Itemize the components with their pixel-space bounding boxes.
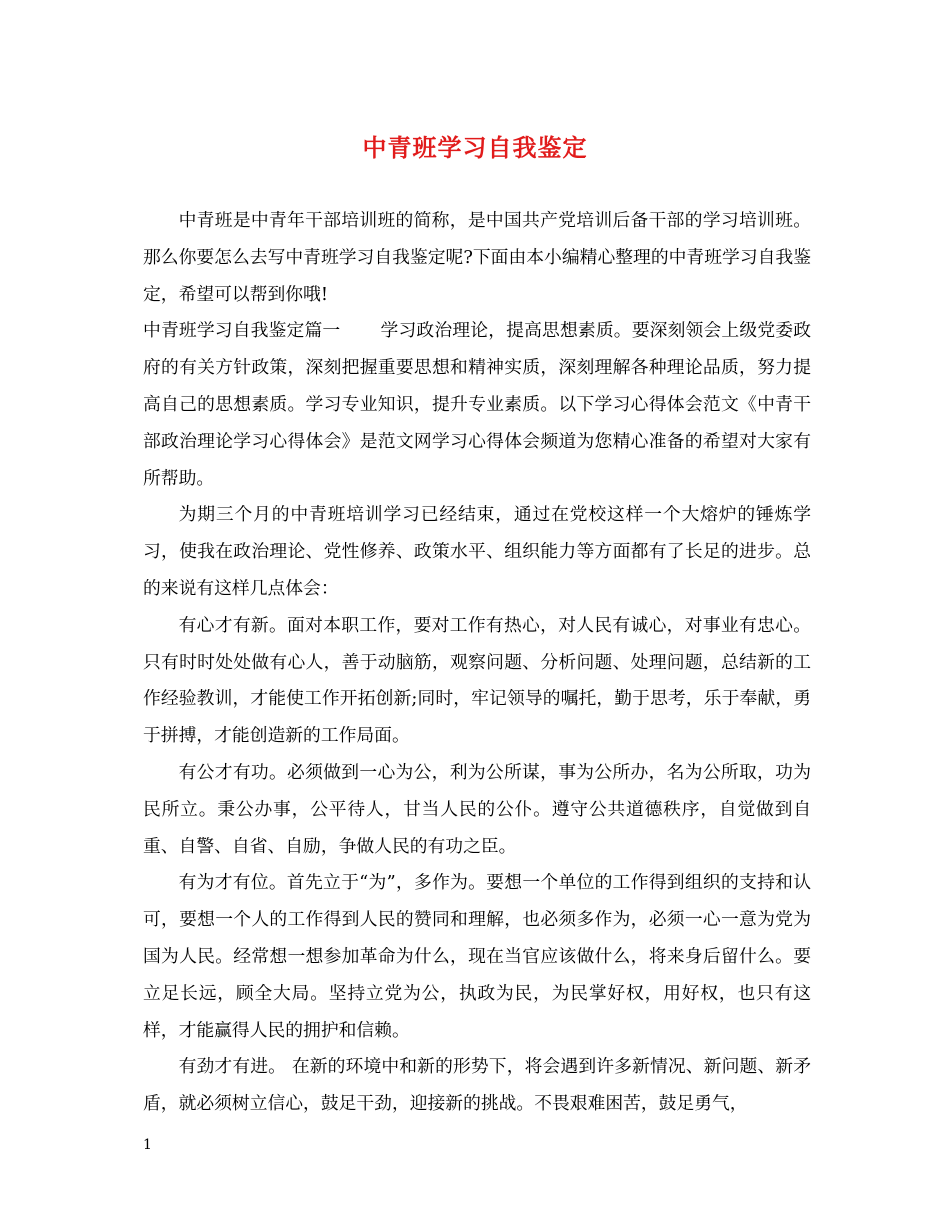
- paragraph-section-one: [143, 313, 811, 497]
- paragraph-energy: 有劲才有进。 在新的环境中和新的形势下，将会遇到许多新情况、新问题、新矛盾，就必须树立信心，鼓足干劲，迎接新的挑战。不畏艰难困苦，鼓足勇气，: [143, 1056, 811, 1115]
- paragraph-intro: 中青班是中青年干部培训班的简称，是中国共产党培训后备干部的学习培训班。那么你要怎么去写中青班学习自我鉴定呢?下面由本小编精心整理的中青班学习自我鉴定，希望可以帮到你哦!: [143, 210, 811, 305]
- document-title: 中青班学习自我鉴定: [362, 133, 588, 162]
- paragraph-heart: 有心才有新。面对本职工作，要对工作有热心，对人民有诚心，对事业有忠心。只有时时处处做有心人，善于动脑筋，观察问题、分析问题、处理问题，总结新的工作经验教训，才能使工作开拓创新;同时，牢记领导的嘱托，勤于思考，乐于奉献，勇于拼搏，才能创造新的工作局面。: [143, 614, 811, 747]
- page-number: 1: [143, 1137, 152, 1153]
- document-body: [143, 203, 811, 1123]
- section-heading: 中青班学习自我鉴定篇一: [143, 320, 341, 342]
- paragraph-public: 有公才有功。必须做到一心为公，利为公所谋，事为公所办，名为公所取，功为民所立。秉公办事，公平待人，甘当人民的公仆。遵守公共道德秩序，自觉做到自重、自警、自省、自励，争做人民的有功之臣。: [143, 761, 811, 857]
- section-text: 学习政治理论，提高思想素质。要深刻领会上级党委政府的有关方针政策，深刻把握重要思想和精神实质，深刻理解各种理论品质，努力提高自己的思想素质。学习专业知识，提升专业素质。以下学习心得体会范文《中青干部政治理论学习心得体会》是范文网学习心得体会频道为您精心准备的希望对大家有所帮助。: [143, 320, 811, 489]
- paragraph-experience: 为期三个月的中青班培训学习已经结束，通过在党校这样一个大熔炉的锤炼学习，使我在政治理论、党性修养、政策水平、组织能力等方面都有了长足的进步。总的来说有这样几点体会：: [143, 504, 811, 599]
- paragraph-action: 有为才有位。首先立于“为”，多作为。要想一个单位的工作得到组织的支持和认可，要想一个人的工作得到人民的赞同和理解，也必须多作为，必须一心一意为党为国为人民。经常想一想参加革命为什么，现在当官应该做什么，将来身后留什么。要立足长远，顾全大局。坚持立党为公，执政为民，为民掌好权，用好权，也只有这样，才能赢得人民的拥护和信赖。: [143, 872, 811, 1041]
